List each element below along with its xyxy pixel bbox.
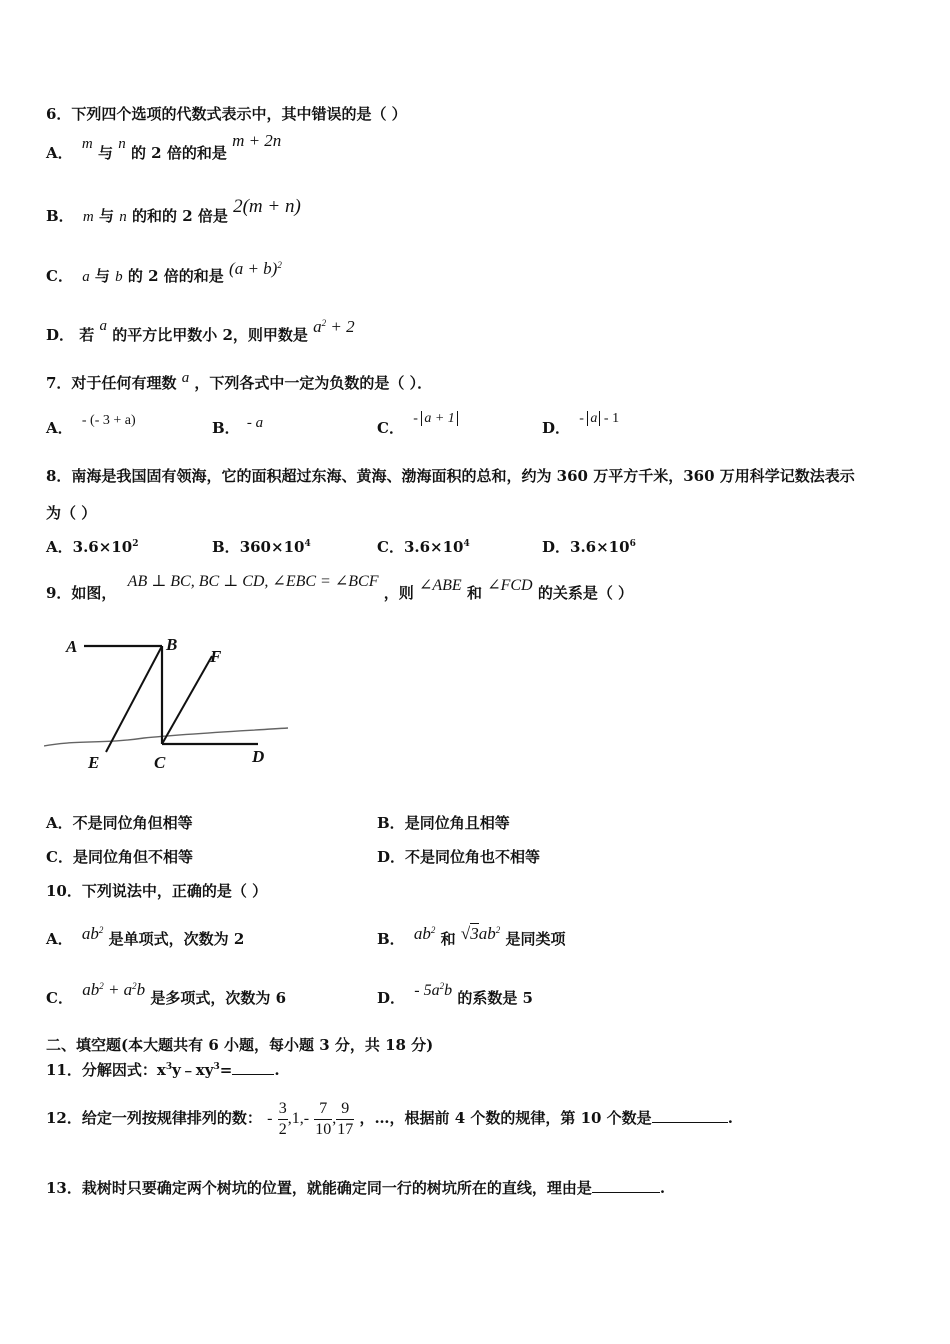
label-a: A bbox=[66, 637, 78, 656]
q10-option-a: A． $ab^2$ 是单项式，次数为 2 bbox=[46, 924, 245, 948]
q10-stem: 10．下列说法中，正确的是（ ） bbox=[46, 882, 268, 900]
q8-stem-line2: 为（ ） bbox=[46, 504, 97, 522]
q7-option-a: A． - (- 3 + a) bbox=[46, 413, 136, 437]
q13-answer-blank[interactable] bbox=[592, 1178, 660, 1193]
q9-stem: 9．如图， AB ⊥ BC, BC ⊥ CD, ∠EBC = ∠BCF ，则 ∠ABE 和 ∠FCD 的关系是（ ） bbox=[46, 573, 634, 602]
q10-option-d: D． - $5a^2b$ 的系数是 5 bbox=[377, 981, 533, 1007]
q11-answer-blank[interactable] bbox=[232, 1060, 274, 1075]
q9-figure bbox=[44, 628, 294, 776]
q6-option-a: A． m 与 n 的 2 倍的和是 m + 2n bbox=[46, 131, 282, 162]
q7-option-b: B． - a bbox=[212, 415, 264, 437]
segment-be bbox=[106, 646, 162, 752]
q8-option-a: A．$3.6\times 10^2$ bbox=[46, 538, 139, 556]
q7-stem: 7．对于任何有理数 a ，下列各式中一定为负数的是（ ）． bbox=[46, 370, 433, 392]
q8-option-d: D．$3.6\times 10^6$ bbox=[542, 538, 636, 556]
q6-stem: 6．下列四个选项的代数式表示中，其中错误的是（ ） bbox=[46, 105, 407, 123]
label-e: E bbox=[88, 753, 100, 772]
q9-option-c: C．是同位角但不相等 bbox=[46, 848, 193, 866]
q8-option-b: B．$360\times 10^4$ bbox=[212, 538, 311, 556]
q11: 11．分解因式：$x^3y﹣xy^3=$ . bbox=[46, 1061, 280, 1079]
q12: 12．给定一列按规律排列的数： - $\frac{3}{2}$ ,1,- $\frac{7}{10}$ , $\frac{9}{17}$ ，…，根据前 4 个数的规律，第 10 个数是 . bbox=[46, 1099, 733, 1138]
section-title: 二、填空题(本大题共有 6 小题，每小题 3 分，共 18 分) bbox=[46, 1036, 434, 1054]
q6-option-b: B． m 与 n 的和的 2 倍是 2(m + n) bbox=[46, 196, 301, 225]
segment-cf bbox=[162, 656, 212, 744]
q6-option-c: C． a 与 b 的 2 倍的和是 $(a + b)^2$ bbox=[46, 259, 282, 285]
q9-option-a: A．不是同位角但相等 bbox=[46, 814, 193, 832]
q12-answer-blank[interactable] bbox=[652, 1108, 728, 1123]
q10-option-b: B． $ab^2$ 和 $√3ab^2$ 是同类项 bbox=[377, 924, 566, 948]
label-c: C bbox=[154, 753, 166, 772]
q7-option-c: C． - a + 1 bbox=[377, 417, 458, 438]
q10-option-c: C． $ab^2 + a^2b$ 是多项式，次数为 6 bbox=[46, 980, 287, 1007]
label-f: F bbox=[210, 647, 222, 666]
q13: 13．栽树时只要确定两个树坑的位置，就能确定同一行的树坑所在的直线，理由是 . bbox=[46, 1179, 666, 1197]
q6-option-d: D． 若 a 的平方比甲数小 2，则甲数是 $a^2 + 2$ bbox=[46, 317, 355, 344]
label-d: D bbox=[252, 747, 265, 766]
label-b: B bbox=[166, 635, 178, 654]
q9-option-b: B．是同位角且相等 bbox=[377, 814, 510, 832]
q8-option-c: C．$3.6\times 10^4$ bbox=[377, 538, 470, 556]
q9-option-d: D．不是同位角也不相等 bbox=[377, 848, 541, 866]
q8-stem-line1: 8．南海是我国固有领海，它的面积超过东海、黄海、渤海面积的总和，约为 360 万平方千米，360 万用科学记数法表示 bbox=[46, 467, 855, 485]
q7-option-d: D． - a - 1 bbox=[542, 411, 620, 437]
